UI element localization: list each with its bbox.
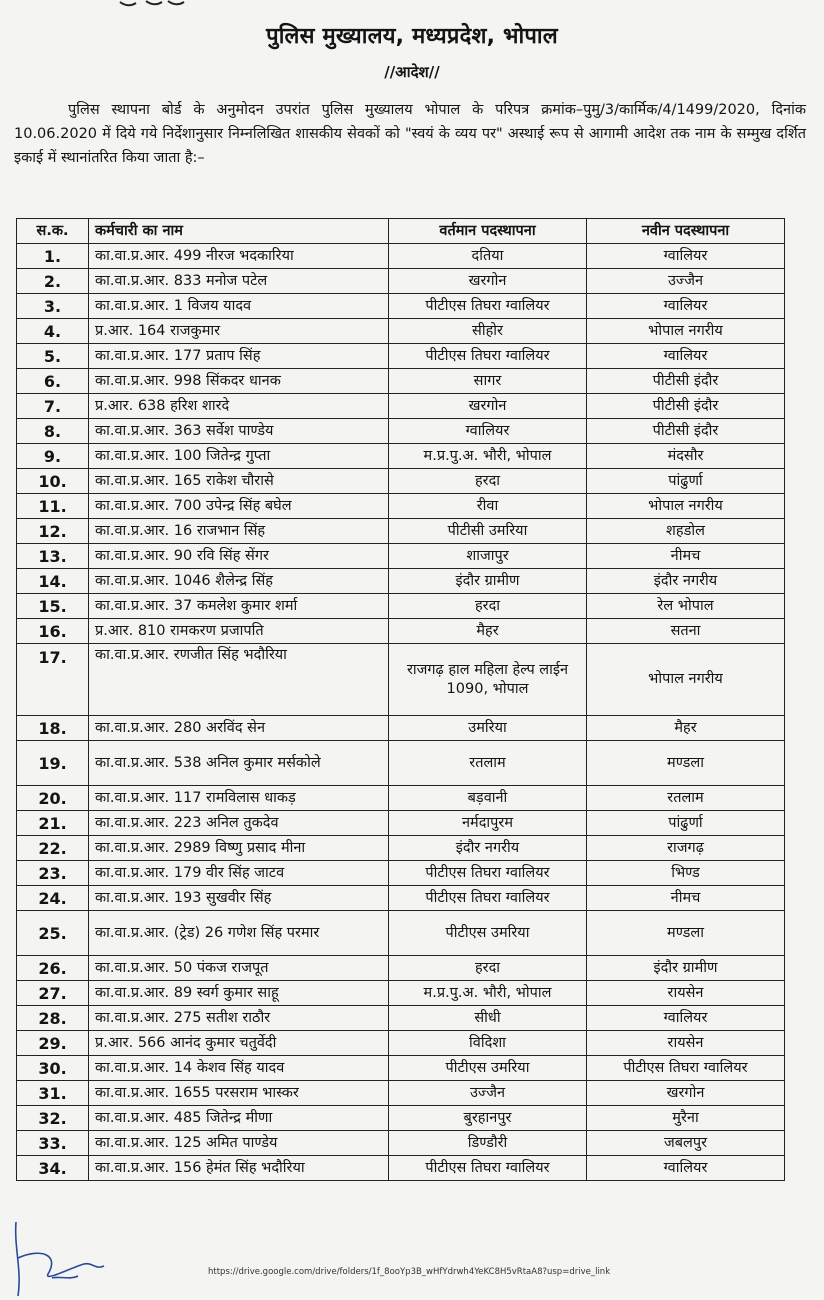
row-current-posting: इंदौर ग्रामीण	[389, 569, 587, 594]
table-row	[17, 369, 785, 394]
table-row	[17, 911, 785, 956]
table-row	[17, 861, 785, 886]
row-current-posting: म.प्र.पु.अ. भौरी, भोपाल	[389, 981, 587, 1006]
row-new-posting: रेल भोपाल	[587, 594, 785, 619]
table-row	[17, 1131, 785, 1156]
row-new-posting: राजगढ़	[587, 836, 785, 861]
table-row	[17, 494, 785, 519]
table-row	[17, 1031, 785, 1056]
row-new-posting: इंदौर ग्रामीण	[587, 956, 785, 981]
table-row	[17, 741, 785, 786]
row-sno: 6.	[17, 369, 89, 394]
row-current-posting: रतलाम	[389, 741, 587, 786]
table-row	[17, 594, 785, 619]
row-employee-name: का.वा.प्र.आर. रणजीत सिंह भदौरिया	[89, 644, 389, 716]
row-current-posting: सीहोर	[389, 319, 587, 344]
row-new-posting: ग्वालियर	[587, 344, 785, 369]
row-employee-name: का.वा.प्र.आर. 499 नीरज भदकारिया	[89, 244, 389, 269]
row-current-posting: पीटीएस उमरिया	[389, 1056, 587, 1081]
header-name: कर्मचारी का नाम	[89, 219, 389, 244]
row-current-posting: नर्मदापुरम	[389, 811, 587, 836]
row-employee-name: का.वा.प्र.आर. 50 पंकज राजपूत	[89, 956, 389, 981]
row-sno: 9.	[17, 444, 89, 469]
table-row	[17, 394, 785, 419]
row-employee-name: का.वा.प्र.आर. 1046 शैलेन्द्र सिंह	[89, 569, 389, 594]
row-sno: 28.	[17, 1006, 89, 1031]
row-employee-name: का.वा.प्र.आर. 223 अनिल तुकदेव	[89, 811, 389, 836]
header-new-posting: नवीन पदस्थापना	[587, 219, 785, 244]
header-current-posting: वर्तमान पदस्थापना	[389, 219, 587, 244]
row-sno: 23.	[17, 861, 89, 886]
row-current-posting: विदिशा	[389, 1031, 587, 1056]
row-current-posting: पीटीएस तिघरा ग्वालियर	[389, 886, 587, 911]
row-new-posting: भोपाल नगरीय	[587, 494, 785, 519]
row-employee-name: का.वा.प्र.आर. 998 सिंकदर धानक	[89, 369, 389, 394]
table-row	[17, 419, 785, 444]
row-sno: 18.	[17, 716, 89, 741]
row-sno: 33.	[17, 1131, 89, 1156]
row-sno: 32.	[17, 1106, 89, 1131]
row-new-posting: मण्डला	[587, 911, 785, 956]
row-sno: 20.	[17, 786, 89, 811]
row-current-posting: रीवा	[389, 494, 587, 519]
row-current-posting: पीटीएस तिघरा ग्वालियर	[389, 344, 587, 369]
row-new-posting: ग्वालियर	[587, 294, 785, 319]
row-employee-name: का.वा.प्र.आर. 100 जितेन्द्र गुप्ता	[89, 444, 389, 469]
row-employee-name: प्र.आर. 566 आनंद कुमार चतुर्वेदी	[89, 1031, 389, 1056]
row-current-posting: हरदा	[389, 956, 587, 981]
row-current-posting: सागर	[389, 369, 587, 394]
footer-url: https://drive.google.com/drive/folders/1f_8ooYp3B_wHfYdrwh4YeKC8H5vRtaA8?usp=drive_link	[208, 1267, 611, 1277]
table-row	[17, 1006, 785, 1031]
row-employee-name: का.वा.प्र.आर. 485 जितेन्द्र मीणा	[89, 1106, 389, 1131]
row-employee-name: प्र.आर. 810 रामकरण प्रजापति	[89, 619, 389, 644]
intro-paragraph: पुलिस स्थापना बोर्ड के अनुमोदन उपरांत पुलिस मुख्यालय भोपाल के परिपत्र क्रमांक–पुमु/3/कार्मिक/4/1499/2020, दिनांक 10.06.2020 में दिये गये निर्देशानुसार निम्नलिखित शासकीय सेवकों को "स्वयं के व्यय पर" अस्थाई रूप से आगामी आदेश तक नाम के सम्मुख दर्शित इकाई में स्थानांतरित किया जाता है:–	[14, 102, 806, 166]
row-new-posting: रतलाम	[587, 786, 785, 811]
row-current-posting: खरगोन	[389, 269, 587, 294]
row-new-posting: भोपाल नगरीय	[587, 319, 785, 344]
row-employee-name: का.वा.प्र.आर. 193 सुखवीर सिंह	[89, 886, 389, 911]
row-sno: 2.	[17, 269, 89, 294]
row-new-posting: पीटीसी इंदौर	[587, 369, 785, 394]
row-current-posting: इंदौर नगरीय	[389, 836, 587, 861]
row-sno: 22.	[17, 836, 89, 861]
row-current-posting: बुरहानपुर	[389, 1106, 587, 1131]
table-header-row	[17, 219, 785, 244]
row-employee-name: का.वा.प्र.आर. 14 केशव सिंह यादव	[89, 1056, 389, 1081]
row-sno: 17.	[17, 644, 89, 716]
table-row	[17, 469, 785, 494]
table-row	[17, 319, 785, 344]
row-sno: 3.	[17, 294, 89, 319]
row-current-posting: दतिया	[389, 244, 587, 269]
table-row	[17, 1156, 785, 1181]
row-new-posting: शहडोल	[587, 519, 785, 544]
row-sno: 26.	[17, 956, 89, 981]
row-current-posting: डिण्डौरी	[389, 1131, 587, 1156]
row-employee-name: का.वा.प्र.आर. 165 राकेश चौरासे	[89, 469, 389, 494]
row-employee-name: का.वा.प्र.आर. 179 वीर सिंह जाटव	[89, 861, 389, 886]
row-employee-name: का.वा.प्र.आर. 2989 विष्णु प्रसाद मीना	[89, 836, 389, 861]
row-employee-name: का.वा.प्र.आर. 538 अनिल कुमार मर्सकोले	[89, 741, 389, 786]
row-sno: 14.	[17, 569, 89, 594]
row-new-posting: मण्डला	[587, 741, 785, 786]
row-sno: 8.	[17, 419, 89, 444]
table-row	[17, 444, 785, 469]
row-current-posting: खरगोन	[389, 394, 587, 419]
row-current-posting: हरदा	[389, 469, 587, 494]
row-sno: 34.	[17, 1156, 89, 1181]
row-employee-name: का.वा.प्र.आर. 125 अमित पाण्डेय	[89, 1131, 389, 1156]
signature-mark	[0, 1218, 140, 1300]
row-new-posting: पीटीसी इंदौर	[587, 419, 785, 444]
table-row	[17, 644, 785, 716]
row-new-posting: पांढुर्णा	[587, 469, 785, 494]
row-employee-name: का.वा.प्र.आर. (ट्रेड) 26 गणेश सिंह परमार	[89, 911, 389, 956]
row-employee-name: का.वा.प्र.आर. 280 अरविंद सेन	[89, 716, 389, 741]
row-employee-name: का.वा.प्र.आर. 275 सतीश राठौर	[89, 1006, 389, 1031]
table-row	[17, 244, 785, 269]
row-new-posting: भिण्ड	[587, 861, 785, 886]
table-row	[17, 956, 785, 981]
table-row	[17, 1106, 785, 1131]
row-employee-name: का.वा.प्र.आर. 1 विजय यादव	[89, 294, 389, 319]
row-sno: 1.	[17, 244, 89, 269]
row-current-posting: बड़वानी	[389, 786, 587, 811]
table-row	[17, 786, 785, 811]
row-new-posting: मुरैना	[587, 1106, 785, 1131]
row-sno: 10.	[17, 469, 89, 494]
row-current-posting: पीटीएस तिघरा ग्वालियर	[389, 294, 587, 319]
row-new-posting: पांढुर्णा	[587, 811, 785, 836]
row-employee-name: का.वा.प्र.आर. 89 स्वर्ग कुमार साहू	[89, 981, 389, 1006]
row-sno: 30.	[17, 1056, 89, 1081]
row-employee-name: का.वा.प्र.आर. 37 कमलेश कुमार शर्मा	[89, 594, 389, 619]
table-row	[17, 344, 785, 369]
row-new-posting: मंदसौर	[587, 444, 785, 469]
table-row	[17, 519, 785, 544]
row-sno: 16.	[17, 619, 89, 644]
row-employee-name: प्र.आर. 638 हरिश शारदे	[89, 394, 389, 419]
table-row	[17, 1081, 785, 1106]
row-employee-name: का.वा.प्र.आर. 90 रवि सिंह सेंगर	[89, 544, 389, 569]
row-new-posting: उज्जैन	[587, 269, 785, 294]
row-current-posting: पीटीएस उमरिया	[389, 911, 587, 956]
table-row	[17, 269, 785, 294]
row-sno: 11.	[17, 494, 89, 519]
row-new-posting: ग्वालियर	[587, 1006, 785, 1031]
row-current-posting: राजगढ़ हाल महिला हेल्प लाईन 1090, भोपाल	[389, 644, 587, 716]
row-current-posting: उज्जैन	[389, 1081, 587, 1106]
table-row	[17, 981, 785, 1006]
page-title: पुलिस मुख्यालय, मध्यप्रदेश, भोपाल	[266, 24, 558, 49]
header-sno: स.क.	[17, 219, 89, 244]
table-row	[17, 619, 785, 644]
table-row	[17, 811, 785, 836]
row-sno: 4.	[17, 319, 89, 344]
row-new-posting: पीटीसी इंदौर	[587, 394, 785, 419]
row-sno: 29.	[17, 1031, 89, 1056]
row-current-posting: म.प्र.पु.अ. भौरी, भोपाल	[389, 444, 587, 469]
row-new-posting: पीटीएस तिघरा ग्वालियर	[587, 1056, 785, 1081]
row-employee-name: का.वा.प्र.आर. 363 सर्वेश पाण्डेय	[89, 419, 389, 444]
table-row	[17, 1056, 785, 1081]
row-sno: 31.	[17, 1081, 89, 1106]
row-sno: 19.	[17, 741, 89, 786]
row-current-posting: उमरिया	[389, 716, 587, 741]
row-employee-name: का.वा.प्र.आर. 700 उपेन्द्र सिंह बघेल	[89, 494, 389, 519]
row-current-posting: मैहर	[389, 619, 587, 644]
row-new-posting: सतना	[587, 619, 785, 644]
row-employee-name: का.वा.प्र.आर. 117 रामविलास धाकड़	[89, 786, 389, 811]
row-sno: 15.	[17, 594, 89, 619]
row-current-posting: शाजापुर	[389, 544, 587, 569]
row-new-posting: नीमच	[587, 886, 785, 911]
transfer-table	[16, 218, 785, 1181]
row-employee-name: का.वा.प्र.आर. 16 राजभान सिंह	[89, 519, 389, 544]
row-sno: 12.	[17, 519, 89, 544]
row-employee-name: का.वा.प्र.आर. 1655 परसराम भास्कर	[89, 1081, 389, 1106]
row-current-posting: पीटीएस तिघरा ग्वालियर	[389, 1156, 587, 1181]
row-sno: 21.	[17, 811, 89, 836]
row-sno: 24.	[17, 886, 89, 911]
table-row	[17, 886, 785, 911]
table-row	[17, 716, 785, 741]
order-label: //आदेश//	[384, 63, 440, 81]
row-current-posting: सीधी	[389, 1006, 587, 1031]
row-new-posting: मैहर	[587, 716, 785, 741]
row-sno: 25.	[17, 911, 89, 956]
top-edge-mark	[118, 0, 188, 8]
row-sno: 13.	[17, 544, 89, 569]
row-current-posting: हरदा	[389, 594, 587, 619]
row-sno: 5.	[17, 344, 89, 369]
table-row	[17, 569, 785, 594]
row-employee-name: प्र.आर. 164 राजकुमार	[89, 319, 389, 344]
row-new-posting: नीमच	[587, 544, 785, 569]
row-new-posting: ग्वालियर	[587, 244, 785, 269]
row-new-posting: खरगोन	[587, 1081, 785, 1106]
row-employee-name: का.वा.प्र.आर. 833 मनोज पटेल	[89, 269, 389, 294]
row-sno: 7.	[17, 394, 89, 419]
row-current-posting: पीटीसी उमरिया	[389, 519, 587, 544]
row-employee-name: का.वा.प्र.आर. 177 प्रताप सिंह	[89, 344, 389, 369]
row-new-posting: जबलपुर	[587, 1131, 785, 1156]
table-row	[17, 294, 785, 319]
row-current-posting: ग्वालियर	[389, 419, 587, 444]
row-sno: 27.	[17, 981, 89, 1006]
row-current-posting: पीटीएस तिघरा ग्वालियर	[389, 861, 587, 886]
row-new-posting: भोपाल नगरीय	[587, 644, 785, 716]
row-employee-name: का.वा.प्र.आर. 156 हेमंत सिंह भदौरिया	[89, 1156, 389, 1181]
row-new-posting: इंदौर नगरीय	[587, 569, 785, 594]
table-row	[17, 544, 785, 569]
row-new-posting: ग्वालियर	[587, 1156, 785, 1181]
row-new-posting: रायसेन	[587, 981, 785, 1006]
table-row	[17, 836, 785, 861]
row-new-posting: रायसेन	[587, 1031, 785, 1056]
